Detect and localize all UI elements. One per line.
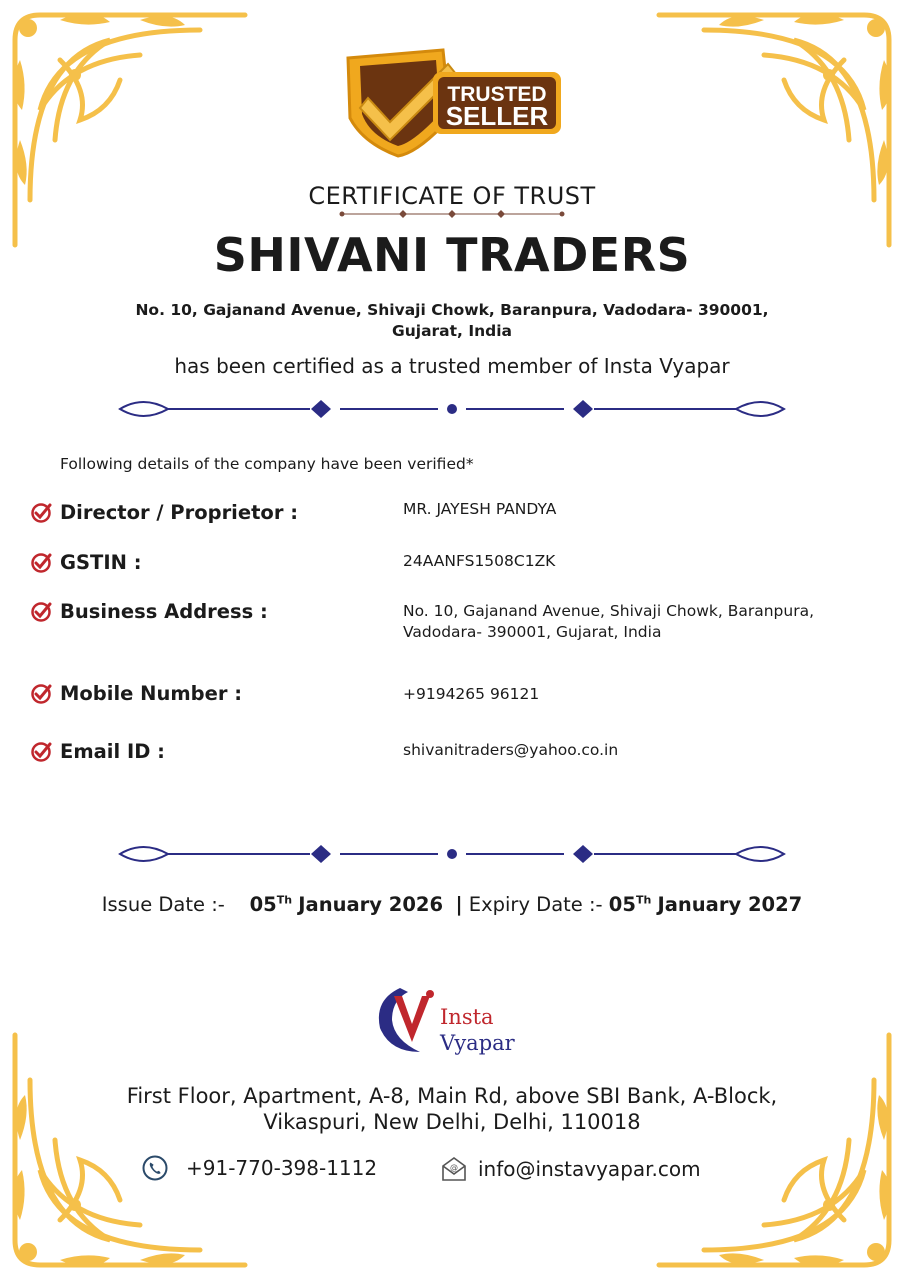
email-icon <box>440 1155 468 1183</box>
footer-phone-text: +91-770-398-1112 <box>186 1156 378 1180</box>
director-value: MR. JAYESH PANDYA <box>403 500 557 518</box>
footer-address-line1: First Floor, Apartment, A-8, Main Rd, above SBI Bank, A-Block, <box>126 1084 778 1108</box>
logo-line1: Insta <box>440 1005 494 1029</box>
check-icon <box>30 502 52 524</box>
business-address-value-line1: No. 10, Gajanand Avenue, Shivaji Chowk, Baranpura, <box>403 602 815 620</box>
gstin-value: 24AANFS1508C1ZK <box>403 552 556 570</box>
email-label-row <box>30 740 165 763</box>
certificate-title: CERTIFICATE OF TRUST <box>308 182 596 210</box>
director-label: Director / Proprietor : <box>60 501 299 524</box>
logo-line2: Vyapar <box>440 1031 515 1055</box>
gstin-label: GSTIN : <box>60 551 142 574</box>
issue-date-rest: January 2026 <box>298 893 444 916</box>
check-icon <box>30 741 52 763</box>
mobile-label: Mobile Number : <box>60 682 243 705</box>
director-label-row <box>30 501 298 524</box>
corner-ornament-top-left <box>0 0 250 250</box>
insta-vyapar-logo <box>372 980 532 1060</box>
badge-line2: SELLER <box>445 101 549 131</box>
business-address-label: Business Address : <box>60 600 268 623</box>
company-address-line1: No. 10, Gajanand Avenue, Shivaji Chowk, Baranpura, Vadodara- 390001, <box>135 301 769 319</box>
issue-day-suffix: Th <box>276 893 293 907</box>
date-separator: | <box>455 893 463 916</box>
email-label: Email ID : <box>60 740 165 763</box>
svg-text:@: @ <box>450 1163 458 1172</box>
validity-dates <box>0 893 904 916</box>
phone-icon <box>142 1155 168 1181</box>
footer-address-line2: Vikaspuri, New Delhi, Delhi, 110018 <box>263 1110 641 1134</box>
verified-note: Following details of the company have been verified* <box>60 455 474 473</box>
mobile-value: +9194265 96121 <box>403 685 540 703</box>
expiry-date-rest: January 2027 <box>657 893 803 916</box>
issue-day: 05 <box>249 893 277 916</box>
footer-email <box>440 1155 701 1183</box>
check-icon <box>30 552 52 574</box>
expiry-day-suffix: Th <box>635 893 652 907</box>
badge-line1: TRUSTED <box>447 83 547 106</box>
email-value: shivanitraders@yahoo.co.in <box>403 741 619 759</box>
ornamental-divider-top <box>118 397 786 421</box>
check-icon <box>30 683 52 705</box>
check-icon <box>30 601 52 623</box>
issue-date-label: Issue Date :- <box>101 893 225 916</box>
corner-ornament-top-right <box>654 0 904 250</box>
footer-phone <box>142 1155 377 1181</box>
gstin-label-row <box>30 551 142 574</box>
title-underline-ornament <box>337 208 567 220</box>
trusted-seller-badge <box>338 48 568 160</box>
ornamental-divider-bottom <box>118 842 786 866</box>
business-address-value-line2: Vadodara- 390001, Gujarat, India <box>403 623 662 641</box>
company-name: SHIVANI TRADERS <box>213 228 691 282</box>
business-address-value <box>403 601 814 643</box>
footer-email-text: info@instavyapar.com <box>478 1157 701 1181</box>
business-address-label-row <box>30 600 268 623</box>
company-address <box>0 300 904 342</box>
expiry-day: 05 <box>608 893 636 916</box>
expiry-date-label: Expiry Date :- <box>468 893 603 916</box>
footer-address <box>0 1083 904 1135</box>
company-address-line2: Gujarat, India <box>392 322 512 340</box>
certified-statement: has been certified as a trusted member of Insta Vyapar <box>174 354 730 378</box>
mobile-label-row <box>30 682 242 705</box>
